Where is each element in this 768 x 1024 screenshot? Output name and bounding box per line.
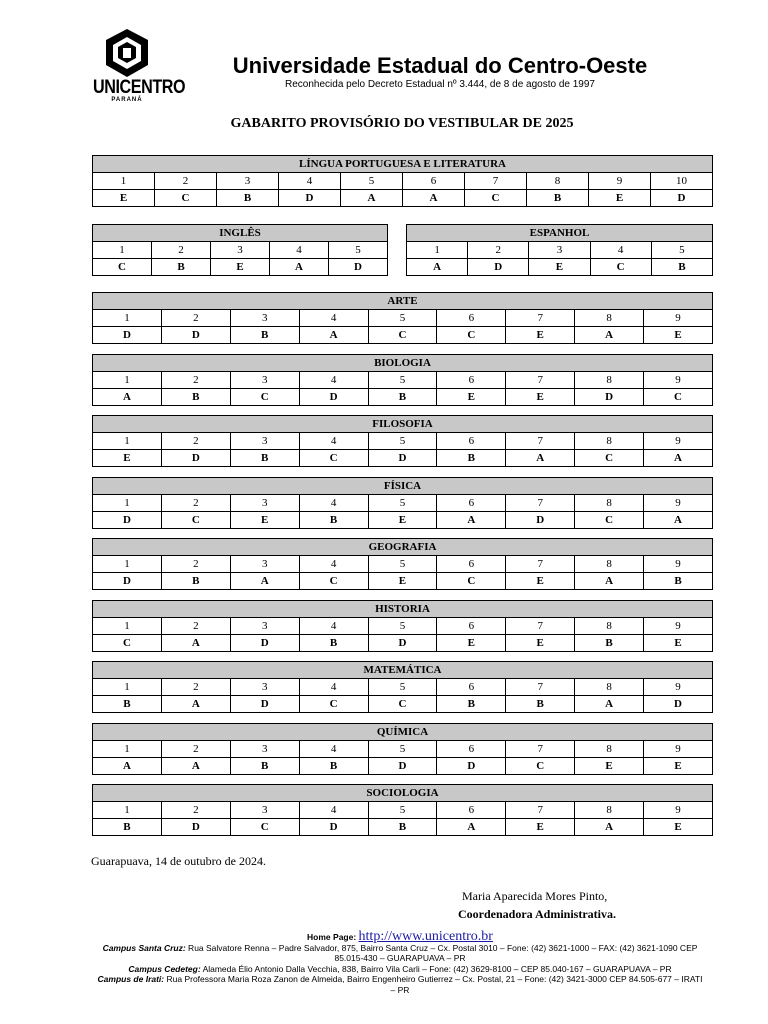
answer-letter: A xyxy=(437,512,506,529)
question-number: 9 xyxy=(644,310,713,327)
answer-letter: B xyxy=(651,259,712,276)
answer-letter: C xyxy=(368,327,437,344)
answer-row xyxy=(93,512,713,529)
home-page-label: Home Page: xyxy=(307,932,357,942)
answer-letter: C xyxy=(506,758,575,775)
question-number-row xyxy=(407,242,713,259)
answer-letter: E xyxy=(93,450,162,467)
question-number: 1 xyxy=(93,242,152,259)
question-number: 1 xyxy=(93,741,162,758)
question-number: 3 xyxy=(529,242,590,259)
answer-letter: C xyxy=(93,259,152,276)
answer-letter: C xyxy=(644,389,713,406)
question-number: 4 xyxy=(299,679,368,696)
answer-letter: E xyxy=(230,512,299,529)
question-number-row xyxy=(93,173,713,190)
answer-letter: A xyxy=(644,512,713,529)
answer-letter: D xyxy=(299,819,368,836)
subject-header: MATEMÁTICA xyxy=(93,662,713,679)
answer-letter: A xyxy=(407,259,468,276)
question-number: 7 xyxy=(465,173,527,190)
question-number: 3 xyxy=(230,495,299,512)
question-number: 8 xyxy=(575,310,644,327)
question-number: 2 xyxy=(161,802,230,819)
answer-table-historia xyxy=(92,600,713,652)
question-number: 9 xyxy=(589,173,651,190)
subject-header: SOCIOLOGIA xyxy=(93,785,713,802)
campus-irati xyxy=(95,974,705,995)
answer-letter: C xyxy=(93,635,162,652)
question-number: 3 xyxy=(230,679,299,696)
answer-letter: B xyxy=(437,450,506,467)
answer-letter: C xyxy=(575,450,644,467)
question-number: 5 xyxy=(368,433,437,450)
question-number: 7 xyxy=(506,372,575,389)
signatory-role: Coordenadora Administrativa. xyxy=(458,907,617,921)
question-number: 3 xyxy=(230,618,299,635)
question-number: 6 xyxy=(403,173,465,190)
answer-letter: B xyxy=(368,389,437,406)
answer-letter: D xyxy=(468,259,529,276)
campus-irati-label: Campus de Irati: xyxy=(97,974,165,984)
answer-letter: D xyxy=(368,635,437,652)
answer-row xyxy=(93,190,713,207)
answer-letter: A xyxy=(270,259,329,276)
answer-letter: E xyxy=(506,819,575,836)
answer-row xyxy=(93,389,713,406)
answer-row xyxy=(93,635,713,652)
question-number: 2 xyxy=(161,741,230,758)
question-number: 5 xyxy=(368,372,437,389)
question-number-row xyxy=(93,741,713,758)
answer-letter: A xyxy=(299,327,368,344)
answer-letter: C xyxy=(437,573,506,590)
answer-letter: E xyxy=(437,635,506,652)
answer-letter: B xyxy=(575,635,644,652)
answer-letter: B xyxy=(93,696,162,713)
subject-header: INGLÊS xyxy=(93,225,388,242)
home-page-line xyxy=(95,929,705,944)
answer-letter: C xyxy=(155,190,217,207)
question-number: 7 xyxy=(506,618,575,635)
question-number: 4 xyxy=(299,618,368,635)
question-number: 4 xyxy=(590,242,651,259)
campus-cedeteg-label: Campus Cedeteg: xyxy=(128,963,201,974)
subject-header: ESPANHOL xyxy=(407,225,713,242)
answer-letter: B xyxy=(368,819,437,836)
question-number: 3 xyxy=(230,433,299,450)
question-number: 7 xyxy=(506,310,575,327)
question-number-row xyxy=(93,372,713,389)
question-number: 6 xyxy=(437,372,506,389)
question-number: 6 xyxy=(437,618,506,635)
answer-letter: B xyxy=(644,573,713,590)
answer-letter: A xyxy=(161,696,230,713)
answer-letter: E xyxy=(589,190,651,207)
question-number: 8 xyxy=(575,618,644,635)
document-title: GABARITO PROVISÓRIO DO VESTIBULAR DE 2025 xyxy=(230,116,574,131)
answer-letter: D xyxy=(506,512,575,529)
question-number: 7 xyxy=(506,495,575,512)
question-number-row xyxy=(93,433,713,450)
answer-letter: E xyxy=(437,389,506,406)
answer-letter: E xyxy=(506,573,575,590)
question-number: 9 xyxy=(644,556,713,573)
question-number: 8 xyxy=(575,372,644,389)
question-number: 9 xyxy=(644,802,713,819)
question-number: 7 xyxy=(506,741,575,758)
question-number: 7 xyxy=(506,802,575,819)
question-number: 9 xyxy=(644,372,713,389)
question-number: 8 xyxy=(575,433,644,450)
question-number-row xyxy=(93,242,388,259)
subject-header: FÍSICA xyxy=(93,478,713,495)
unicentro-emblem-icon xyxy=(104,28,150,78)
university-name: Universidade Estadual do Centro-Oeste xyxy=(232,53,648,78)
answer-letter: D xyxy=(93,573,162,590)
subject-header: LÍNGUA PORTUGUESA E LITERATURA xyxy=(93,156,713,173)
unicentro-logo xyxy=(87,28,186,104)
answer-letter: A xyxy=(506,450,575,467)
question-number: 6 xyxy=(437,310,506,327)
answer-table-quimica xyxy=(92,723,713,775)
answer-table-biologia xyxy=(92,354,713,406)
answer-letter: C xyxy=(230,819,299,836)
question-number: 8 xyxy=(575,556,644,573)
answer-row xyxy=(93,327,713,344)
question-number: 5 xyxy=(368,618,437,635)
answer-letter: E xyxy=(575,758,644,775)
question-number: 2 xyxy=(161,372,230,389)
answer-row xyxy=(93,819,713,836)
answer-letter: D xyxy=(299,389,368,406)
question-number: 3 xyxy=(230,741,299,758)
question-number: 1 xyxy=(93,679,162,696)
home-page-link[interactable]: http://www.unicentro.br xyxy=(358,929,493,944)
place-date: Guarapuava, 14 de outubro de 2024. xyxy=(91,854,266,868)
campus-santa-cruz-text: Rua Salvatore Renna – Padre Salvador, 875, Bairro Santa Cruz – Cx. Postal 3010 – Fone: (42) 3621-1000 – FAX: (42) 3621-1090 CEP 85.015-430 – GUARAPUAVA – PR xyxy=(185,942,698,963)
question-number-row xyxy=(93,310,713,327)
answer-letter: E xyxy=(644,635,713,652)
answer-table-ingles xyxy=(92,224,388,276)
question-number: 4 xyxy=(299,310,368,327)
question-number: 6 xyxy=(437,556,506,573)
answer-letter: D xyxy=(575,389,644,406)
answer-letter: C xyxy=(368,696,437,713)
answer-letter: D xyxy=(93,512,162,529)
answer-table-espanhol xyxy=(406,224,713,276)
subject-header: GEOGRAFIA xyxy=(93,539,713,556)
answer-letter: E xyxy=(644,819,713,836)
answer-letter: D xyxy=(161,450,230,467)
campus-santa-cruz-label: Campus Santa Cruz: xyxy=(102,942,186,953)
answer-letter: A xyxy=(575,819,644,836)
question-number: 7 xyxy=(506,679,575,696)
question-number: 2 xyxy=(161,556,230,573)
question-number: 1 xyxy=(93,556,162,573)
question-number: 5 xyxy=(341,173,403,190)
question-number: 4 xyxy=(299,556,368,573)
answer-letter: A xyxy=(437,819,506,836)
answer-letter: C xyxy=(465,190,527,207)
question-number: 9 xyxy=(644,495,713,512)
answer-letter: C xyxy=(590,259,651,276)
answer-letter: E xyxy=(529,259,590,276)
logo-subtext: PARANÁ xyxy=(111,97,143,103)
answer-letter: A xyxy=(230,573,299,590)
answer-letter: D xyxy=(161,327,230,344)
answer-letter: A xyxy=(575,573,644,590)
answer-letter: D xyxy=(368,450,437,467)
question-number-row xyxy=(93,618,713,635)
answer-letter: B xyxy=(437,696,506,713)
answer-letter: B xyxy=(161,389,230,406)
answer-letter: B xyxy=(93,819,162,836)
question-number: 2 xyxy=(161,433,230,450)
answer-letter: B xyxy=(217,190,279,207)
question-number: 4 xyxy=(299,495,368,512)
answer-letter: A xyxy=(575,327,644,344)
question-number: 1 xyxy=(93,173,155,190)
answer-letter: E xyxy=(644,758,713,775)
answer-table-portugues xyxy=(92,155,713,207)
question-number: 7 xyxy=(506,433,575,450)
answer-letter: B xyxy=(299,635,368,652)
answer-row xyxy=(93,450,713,467)
answer-letter: B xyxy=(230,327,299,344)
answer-row xyxy=(93,758,713,775)
answer-letter: A xyxy=(93,758,162,775)
question-number: 10 xyxy=(651,173,713,190)
question-number: 2 xyxy=(468,242,529,259)
question-number: 6 xyxy=(437,679,506,696)
answer-table-filosofia xyxy=(92,415,713,467)
question-number: 4 xyxy=(299,433,368,450)
question-number: 3 xyxy=(230,310,299,327)
question-number: 5 xyxy=(368,495,437,512)
question-number-row xyxy=(93,495,713,512)
answer-letter: B xyxy=(230,758,299,775)
question-number: 7 xyxy=(506,556,575,573)
question-number: 8 xyxy=(575,741,644,758)
question-number: 4 xyxy=(299,372,368,389)
question-number: 5 xyxy=(368,556,437,573)
answer-letter: D xyxy=(161,819,230,836)
campus-cedeteg xyxy=(95,964,705,975)
answer-letter: E xyxy=(506,327,575,344)
footer xyxy=(95,929,705,995)
answer-letter: C xyxy=(230,389,299,406)
question-number: 3 xyxy=(217,173,279,190)
answer-letter: A xyxy=(161,758,230,775)
question-number: 5 xyxy=(368,310,437,327)
answer-table-matematica xyxy=(92,661,713,713)
question-number: 9 xyxy=(644,679,713,696)
question-number: 3 xyxy=(230,802,299,819)
answer-letter: D xyxy=(644,696,713,713)
question-number-row xyxy=(93,556,713,573)
question-number: 8 xyxy=(575,679,644,696)
question-number: 3 xyxy=(230,556,299,573)
answer-letter: E xyxy=(93,190,155,207)
answer-letter: B xyxy=(527,190,589,207)
signatory-name: Maria Aparecida Mores Pinto, xyxy=(462,889,608,903)
question-number: 6 xyxy=(437,495,506,512)
logo-wordmark: UNICENTRO xyxy=(93,77,186,98)
answer-letter: A xyxy=(161,635,230,652)
question-number: 1 xyxy=(93,618,162,635)
question-number: 4 xyxy=(299,741,368,758)
question-number: 4 xyxy=(270,242,329,259)
question-number-row xyxy=(93,679,713,696)
campus-irati-text: Rua Professora Maria Roza Zanon de Almeida, Bairro Engenheiro Gutierrez – Cx. Postal, 21 – Fone: (42) 3421-3000 CEP 84.505-677 – IRATI – PR xyxy=(164,974,703,995)
question-number: 5 xyxy=(329,242,388,259)
answer-letter: D xyxy=(651,190,713,207)
question-number: 1 xyxy=(93,433,162,450)
answer-letter: A xyxy=(575,696,644,713)
campus-santa-cruz xyxy=(95,943,705,964)
question-number: 2 xyxy=(155,173,217,190)
answer-letter: A xyxy=(403,190,465,207)
answer-letter: D xyxy=(93,327,162,344)
question-number: 1 xyxy=(93,495,162,512)
subject-header: BIOLOGIA xyxy=(93,355,713,372)
subject-header: QUÍMICA xyxy=(93,724,713,741)
question-number: 4 xyxy=(279,173,341,190)
campus-cedeteg-text: Alameda Élio Antonio Dalla Vecchia, 838, Bairro Vila Carli – Fone: (42) 3629-8100 – CEP 85.040-167 – GUARAPUAVA – PR xyxy=(200,963,672,974)
answer-row xyxy=(93,696,713,713)
question-number: 2 xyxy=(161,618,230,635)
answer-letter: C xyxy=(299,696,368,713)
subject-header: HISTORIA xyxy=(93,601,713,618)
subject-header: ARTE xyxy=(93,293,713,310)
answer-table-fisica xyxy=(92,477,713,529)
answer-letter: D xyxy=(437,758,506,775)
answer-table-geografia xyxy=(92,538,713,590)
answer-letter: C xyxy=(437,327,506,344)
answer-row xyxy=(407,259,713,276)
answer-letter: B xyxy=(299,758,368,775)
answer-letter: C xyxy=(299,573,368,590)
answer-letter: D xyxy=(230,696,299,713)
answer-letter: C xyxy=(299,450,368,467)
question-number: 5 xyxy=(368,679,437,696)
question-number: 8 xyxy=(575,495,644,512)
answer-letter: A xyxy=(644,450,713,467)
question-number: 5 xyxy=(368,741,437,758)
answer-letter: D xyxy=(368,758,437,775)
answer-row xyxy=(93,259,388,276)
answer-letter: B xyxy=(299,512,368,529)
answer-letter: A xyxy=(93,389,162,406)
answer-table-arte xyxy=(92,292,713,344)
question-number: 2 xyxy=(161,495,230,512)
question-number: 6 xyxy=(437,741,506,758)
answer-letter: B xyxy=(506,696,575,713)
question-number: 6 xyxy=(437,802,506,819)
answer-letter: E xyxy=(506,635,575,652)
question-number: 9 xyxy=(644,433,713,450)
answer-letter: D xyxy=(329,259,388,276)
question-number: 6 xyxy=(437,433,506,450)
answer-letter: D xyxy=(230,635,299,652)
question-number: 2 xyxy=(161,310,230,327)
recognition-decree: Reconhecida pelo Decreto Estadual nº 3.444, de 8 de agosto de 1997 xyxy=(285,79,595,90)
question-number: 2 xyxy=(152,242,211,259)
answer-letter: D xyxy=(279,190,341,207)
answer-letter: B xyxy=(161,573,230,590)
question-number: 1 xyxy=(407,242,468,259)
answer-letter: E xyxy=(644,327,713,344)
question-number: 5 xyxy=(368,802,437,819)
question-number-row xyxy=(93,802,713,819)
answer-table-sociologia xyxy=(92,784,713,836)
question-number: 5 xyxy=(651,242,712,259)
answer-letter: C xyxy=(161,512,230,529)
question-number: 1 xyxy=(93,310,162,327)
question-number: 1 xyxy=(93,802,162,819)
question-number: 8 xyxy=(527,173,589,190)
answer-letter: B xyxy=(152,259,211,276)
question-number: 4 xyxy=(299,802,368,819)
answer-letter: E xyxy=(368,573,437,590)
answer-letter: E xyxy=(211,259,270,276)
question-number: 3 xyxy=(211,242,270,259)
answer-letter: A xyxy=(341,190,403,207)
question-number: 1 xyxy=(93,372,162,389)
answer-letter: E xyxy=(368,512,437,529)
question-number: 2 xyxy=(161,679,230,696)
question-number: 3 xyxy=(230,372,299,389)
question-number: 9 xyxy=(644,741,713,758)
subject-header: FILOSOFIA xyxy=(93,416,713,433)
answer-letter: B xyxy=(230,450,299,467)
question-number: 9 xyxy=(644,618,713,635)
question-number: 8 xyxy=(575,802,644,819)
answer-letter: C xyxy=(575,512,644,529)
answer-row xyxy=(93,573,713,590)
answer-letter: E xyxy=(506,389,575,406)
